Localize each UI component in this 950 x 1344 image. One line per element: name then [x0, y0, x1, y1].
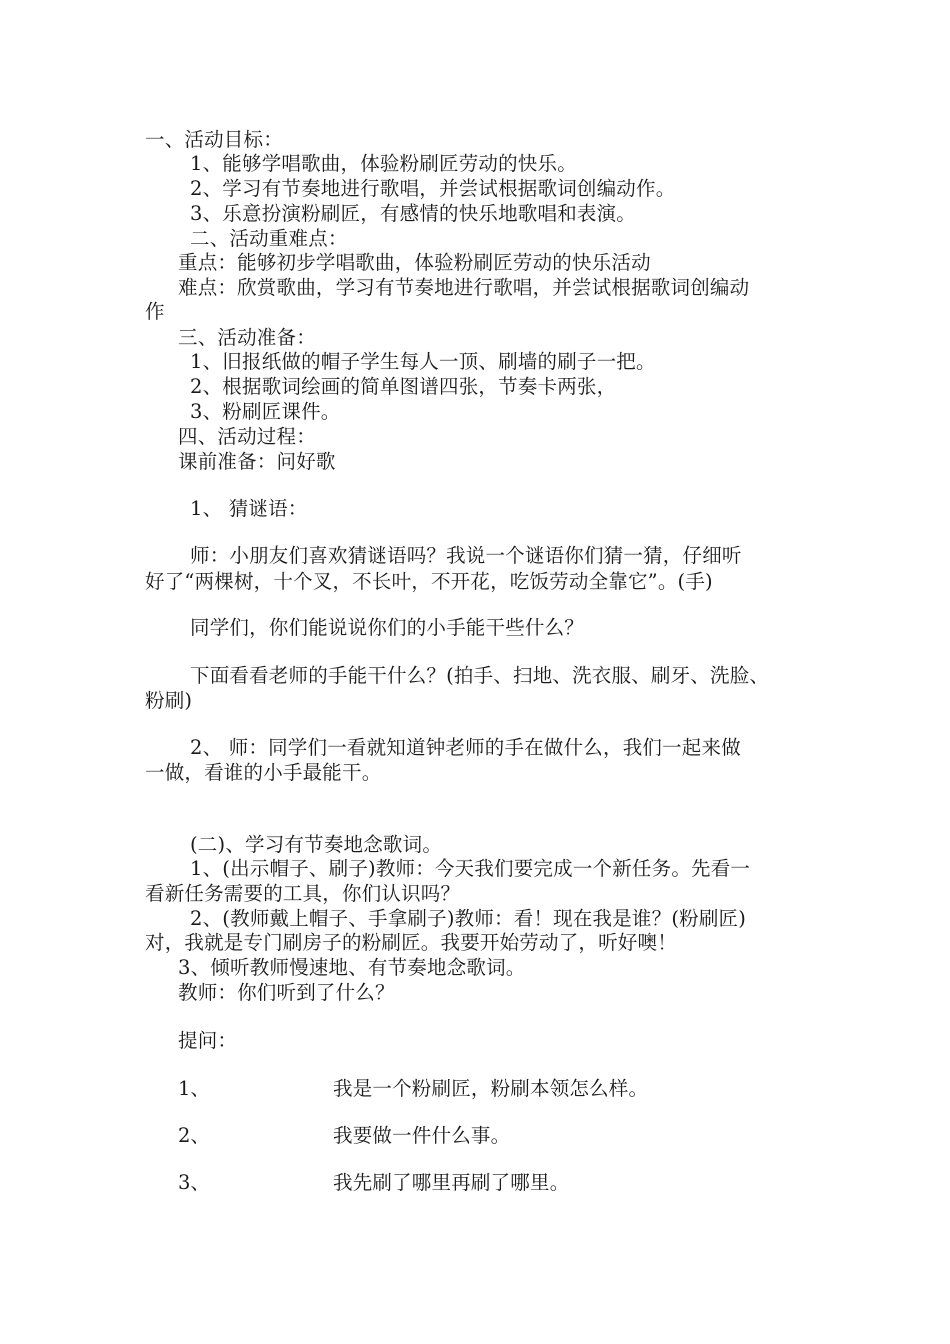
hard-point-line-2: 作 — [145, 300, 165, 323]
question-3-number: 3、 — [178, 1171, 210, 1194]
riddle-line-2: 好了“两棵树，十个叉，不长叶，不开花，吃饭劳动全靠它”。(手) — [145, 570, 713, 593]
lyrics-heading: (二)、学习有节奏地念歌词。 — [190, 833, 443, 856]
warmup-line: 课前准备：问好歌 — [178, 450, 336, 473]
lyrics-item1-line-2: 看新任务需要的工具，你们认识吗？ — [145, 882, 461, 905]
question-3-text: 我先刷了哪里再刷了哪里。 — [333, 1171, 570, 1194]
question-1-text: 我是一个粉刷匠，粉刷本领怎么样。 — [333, 1077, 649, 1100]
goal-item-2: 2、学习有节奏地进行歌唱，并尝试根据歌词创编动作。 — [190, 177, 676, 200]
teacher-hands-line-1: 下面看看老师的手能干什么？(拍手、扫地、洗衣服、刷牙、洗脸、 — [190, 664, 770, 687]
step2-line-1: 2、 师：同学们一看就知道钟老师的手在做什么，我们一起来做 — [190, 736, 741, 759]
question-2-text: 我要做一件什么事。 — [333, 1124, 511, 1147]
hands-question: 同学们，你们能说说你们的小手能干些什么？ — [190, 616, 585, 639]
lyrics-item2-line-1: 2、(教师戴上帽子、手拿刷子)教师：看！现在我是谁？(粉刷匠) — [190, 907, 747, 930]
riddle-title: 1、 猜谜语： — [190, 497, 308, 520]
difficulty-heading: 二、活动重难点： — [190, 227, 348, 250]
preparation-heading: 三、活动准备： — [178, 326, 316, 349]
goals-heading: 一、活动目标： — [145, 128, 283, 151]
question-1-number: 1、 — [178, 1077, 210, 1100]
hard-point-line-1: 难点：欣赏歌曲，学习有节奏地进行歌唱，并尝试根据歌词创编动 — [178, 276, 750, 299]
lyrics-item3: 3、倾听教师慢速地、有节奏地念歌词。 — [178, 956, 526, 979]
lyrics-item2-line-2: 对，我就是专门刷房子的粉刷匠。我要开始劳动了，听好噢！ — [145, 931, 677, 954]
lyrics-item1-line-1: 1、(出示帽子、刷子)教师：今天我们要完成一个新任务。先看一 — [190, 857, 751, 880]
prep-item-3: 3、粉刷匠课件。 — [190, 400, 341, 423]
key-point: 重点：能够初步学唱歌曲，体验粉刷匠劳动的快乐活动 — [178, 251, 651, 274]
goal-item-3: 3、乐意扮演粉刷匠，有感情的快乐地歌唱和表演。 — [190, 202, 637, 225]
goal-item-1: 1、能够学唱歌曲，体验粉刷匠劳动的快乐。 — [190, 152, 577, 175]
teacher-question: 教师：你们听到了什么？ — [178, 981, 395, 1004]
step2-line-2: 一做，看谁的小手最能干。 — [145, 761, 382, 784]
teacher-hands-line-2: 粉刷) — [145, 689, 193, 712]
prep-item-1: 1、旧报纸做的帽子学生每人一顶、刷墙的刷子一把。 — [190, 350, 656, 373]
process-heading: 四、活动过程： — [178, 425, 316, 448]
prep-item-2: 2、根据歌词绘画的简单图谱四张，节奏卡两张， — [190, 375, 617, 398]
ask-label: 提问： — [178, 1029, 238, 1052]
riddle-line-1: 师：小朋友们喜欢猜谜语吗？我说一个谜语你们猜一猜，仔细听 — [190, 544, 742, 567]
question-2-number: 2、 — [178, 1124, 210, 1147]
